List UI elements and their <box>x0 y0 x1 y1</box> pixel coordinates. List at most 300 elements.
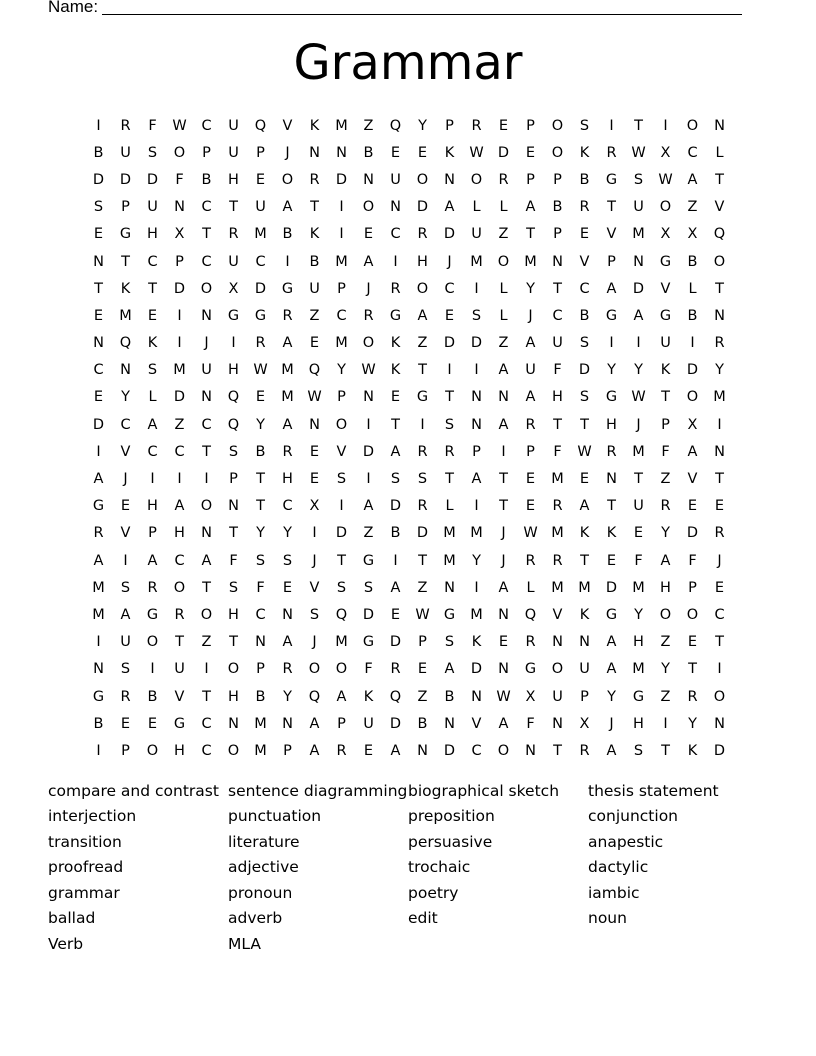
grid-letter: N <box>498 606 509 623</box>
grid-letter: Y <box>526 280 535 297</box>
grid-letter: W <box>415 606 430 623</box>
grid-letter: M <box>173 362 186 379</box>
grid-letter: T <box>121 253 130 270</box>
grid-letter: B <box>579 307 590 324</box>
grid-letter: Q <box>227 416 240 433</box>
word-list-row <box>48 778 768 804</box>
grid-letter: U <box>255 199 266 216</box>
grid-letter: N <box>552 253 563 270</box>
grid-letter: X <box>687 226 698 243</box>
grid-letter: D <box>686 525 699 542</box>
grid-letter: R <box>606 144 617 161</box>
grid-letter: P <box>418 634 427 651</box>
grid-letter: G <box>362 634 375 651</box>
grid-letter: Y <box>607 362 616 379</box>
grid-letter: A <box>498 715 509 732</box>
grid-letter: O <box>227 661 240 678</box>
grid-letter: S <box>336 471 347 488</box>
grid-letter: M <box>470 525 483 542</box>
grid-letter: Q <box>713 226 726 243</box>
grid-letter: R <box>444 443 455 460</box>
word-list-item: ballad <box>48 909 96 928</box>
grid-letter: M <box>551 471 564 488</box>
grid-letter: H <box>228 606 239 623</box>
grid-letter: M <box>524 253 537 270</box>
grid-letter: X <box>660 226 671 243</box>
grid-letter: A <box>471 471 482 488</box>
grid-letter: E <box>120 715 131 732</box>
grid-letter: S <box>228 443 239 460</box>
grid-letter: V <box>282 117 293 134</box>
grid-letter: T <box>418 362 427 379</box>
grid-letter: P <box>472 443 481 460</box>
grid-letter: T <box>688 661 697 678</box>
word-list-item: transition <box>48 832 122 851</box>
grid-letter: T <box>553 280 562 297</box>
grid-letter: R <box>525 416 536 433</box>
grid-letter: X <box>660 144 671 161</box>
grid-letter: Z <box>417 335 428 352</box>
grid-letter: O <box>227 742 240 759</box>
grid-letter: Z <box>660 634 671 651</box>
grid-letter: R <box>282 661 293 678</box>
name-label: Name: <box>48 0 99 16</box>
grid-letter: G <box>416 389 429 406</box>
grid-letter: M <box>470 606 483 623</box>
grid-letter: G <box>92 688 105 705</box>
grid-letter: A <box>687 171 698 188</box>
grid-letter: F <box>553 443 562 460</box>
grid-letter: C <box>147 253 158 270</box>
grid-letter: G <box>362 552 375 569</box>
grid-letter: N <box>444 171 455 188</box>
grid-letter: B <box>687 253 698 270</box>
grid-letter: X <box>525 688 536 705</box>
grid-letter: F <box>364 661 373 678</box>
grid-letter: P <box>580 688 589 705</box>
grid-letter: S <box>579 389 590 406</box>
grid-letter: D <box>578 362 591 379</box>
grid-letter: N <box>444 579 455 596</box>
grid-letter: L <box>499 280 508 297</box>
grid-letter: N <box>309 144 320 161</box>
grid-letter: P <box>526 117 535 134</box>
grid-letter: N <box>93 661 104 678</box>
grid-letter: N <box>552 715 563 732</box>
grid-letter: O <box>713 688 726 705</box>
grid-letter: O <box>308 661 321 678</box>
grid-letter: T <box>580 552 589 569</box>
word-list-row <box>48 804 768 830</box>
grid-letter: H <box>282 471 293 488</box>
grid-letter: J <box>528 307 533 324</box>
grid-letter: A <box>390 443 401 460</box>
grid-letter: E <box>498 117 509 134</box>
grid-letter: A <box>579 498 590 515</box>
grid-letter: I <box>177 335 182 352</box>
grid-letter: Y <box>715 362 724 379</box>
grid-letter: Y <box>661 525 670 542</box>
grid-letter: R <box>417 226 428 243</box>
grid-letter: S <box>93 199 104 216</box>
grid-letter: A <box>498 362 509 379</box>
grid-letter: A <box>606 634 617 651</box>
grid-letter: I <box>339 498 344 515</box>
grid-letter: R <box>120 688 131 705</box>
grid-letter: C <box>282 498 293 515</box>
grid-letter: T <box>202 226 211 243</box>
grid-letter: V <box>687 471 698 488</box>
grid-letter: T <box>202 443 211 460</box>
grid-letter: E <box>93 389 104 406</box>
word-list-item: anapestic <box>588 832 664 851</box>
grid-letter: S <box>579 117 590 134</box>
grid-letter: B <box>93 144 104 161</box>
grid-letter: P <box>121 742 130 759</box>
grid-letter: U <box>228 117 239 134</box>
grid-letter: D <box>92 171 105 188</box>
grid-letter: I <box>96 742 101 759</box>
word-list-item: edit <box>408 909 438 928</box>
grid-letter: C <box>336 307 347 324</box>
grid-letter: R <box>282 443 293 460</box>
grid-letter: V <box>552 606 563 623</box>
grid-letter: B <box>201 171 212 188</box>
grid-letter: A <box>201 552 212 569</box>
grid-letter: W <box>253 362 268 379</box>
grid-letter: G <box>443 606 456 623</box>
grid-letter: Y <box>283 688 292 705</box>
grid-letter: I <box>690 335 695 352</box>
name-field <box>48 0 742 17</box>
grid-letter: I <box>150 661 155 678</box>
grid-letter: M <box>578 579 591 596</box>
grid-letter: K <box>579 525 590 542</box>
word-list-item: noun <box>588 909 627 928</box>
grid-letter: C <box>93 362 104 379</box>
grid-letter: M <box>119 307 132 324</box>
grid-letter: I <box>366 471 371 488</box>
grid-letter: D <box>362 606 375 623</box>
grid-letter: B <box>579 171 590 188</box>
grid-letter: B <box>255 443 266 460</box>
grid-letter: T <box>553 416 562 433</box>
grid-letter: T <box>310 199 319 216</box>
grid-letter: O <box>200 606 213 623</box>
page-title: Grammar <box>293 35 523 91</box>
grid-letter: S <box>390 471 401 488</box>
grid-letter: E <box>606 552 617 569</box>
grid-letter: B <box>444 688 455 705</box>
grid-letter: W <box>658 171 673 188</box>
grid-letter: D <box>119 171 132 188</box>
grid-letter: M <box>281 389 294 406</box>
grid-letter: J <box>447 253 452 270</box>
grid-letter: T <box>148 280 157 297</box>
grid-letter: O <box>551 144 564 161</box>
grid-letter: O <box>470 171 483 188</box>
grid-letter: D <box>335 525 348 542</box>
grid-letter: R <box>363 307 374 324</box>
grid-letter: D <box>389 498 402 515</box>
grid-letter: E <box>390 606 401 623</box>
grid-letter: D <box>443 335 456 352</box>
grid-letter: U <box>660 335 671 352</box>
grid-letter: V <box>471 715 482 732</box>
grid-letter: I <box>123 552 128 569</box>
grid-letter: V <box>174 688 185 705</box>
grid-letter: G <box>605 307 618 324</box>
grid-letter: G <box>389 307 402 324</box>
grid-letter: U <box>552 335 563 352</box>
grid-letter: A <box>633 307 644 324</box>
grid-letter: E <box>147 307 158 324</box>
grid-letter: E <box>282 579 293 596</box>
grid-letter: J <box>609 715 614 732</box>
grid-letter: T <box>175 634 184 651</box>
grid-letter: D <box>470 335 483 352</box>
grid-letter: J <box>285 144 290 161</box>
grid-letter: T <box>634 471 643 488</box>
grid-letter: R <box>471 117 482 134</box>
grid-letter: V <box>120 525 131 542</box>
grid-letter: H <box>417 253 428 270</box>
word-list-row <box>48 880 768 906</box>
grid-letter: E <box>309 471 320 488</box>
grid-letter: Y <box>418 117 427 134</box>
grid-letter: E <box>255 171 266 188</box>
grid-letter: I <box>204 661 209 678</box>
grid-letter: W <box>496 688 511 705</box>
grid-letter: M <box>335 117 348 134</box>
word-list-row <box>48 906 768 932</box>
grid-letter: X <box>309 498 320 515</box>
grid-letter: A <box>525 199 536 216</box>
grid-letter: H <box>660 579 671 596</box>
grid-letter: L <box>472 199 481 216</box>
grid-letter: Z <box>660 688 671 705</box>
grid-letter: I <box>663 117 668 134</box>
grid-letter: U <box>309 280 320 297</box>
grid-letter: A <box>336 688 347 705</box>
grid-letter: A <box>606 280 617 297</box>
grid-letter: R <box>255 335 266 352</box>
grid-letter: S <box>417 471 428 488</box>
grid-letter: B <box>390 525 401 542</box>
grid-letter: N <box>309 416 320 433</box>
grid-letter: K <box>363 688 374 705</box>
grid-letter: E <box>633 525 644 542</box>
grid-letter: P <box>526 443 535 460</box>
grid-letter: W <box>172 117 187 134</box>
grid-letter: R <box>282 307 293 324</box>
grid-letter: E <box>579 471 590 488</box>
grid-letter: M <box>713 389 726 406</box>
grid-letter: E <box>363 226 374 243</box>
grid-letter: P <box>121 199 130 216</box>
grid-letter: L <box>445 498 454 515</box>
grid-letter: T <box>445 389 454 406</box>
grid-letter: Y <box>256 525 265 542</box>
word-list-item: Verb <box>48 934 84 953</box>
grid-letter: H <box>552 389 563 406</box>
grid-letter: J <box>501 552 506 569</box>
grid-letter: E <box>525 471 536 488</box>
grid-letter: N <box>498 389 509 406</box>
grid-letter: B <box>282 226 293 243</box>
grid-letter: B <box>363 144 374 161</box>
grid-letter: A <box>417 307 428 324</box>
grid-letter: O <box>497 253 510 270</box>
grid-letter: J <box>123 471 128 488</box>
grid-letter: D <box>173 280 186 297</box>
grid-letter: M <box>335 634 348 651</box>
grid-letter: I <box>663 715 668 732</box>
grid-letter: D <box>335 171 348 188</box>
grid-letter: G <box>173 715 186 732</box>
grid-letter: D <box>632 280 645 297</box>
grid-letter: N <box>336 144 347 161</box>
grid-letter: T <box>391 416 400 433</box>
grid-letter: I <box>339 226 344 243</box>
grid-letter: N <box>552 634 563 651</box>
grid-letter: Z <box>363 525 374 542</box>
grid-letter: J <box>312 634 317 651</box>
grid-letter: R <box>579 742 590 759</box>
grid-letter: Y <box>283 525 292 542</box>
grid-letter: T <box>418 552 427 569</box>
grid-letter: N <box>120 362 131 379</box>
grid-letter: P <box>337 389 346 406</box>
grid-letter: O <box>551 117 564 134</box>
grid-letter: P <box>607 253 616 270</box>
grid-letter: P <box>526 171 535 188</box>
grid-letter: I <box>177 307 182 324</box>
word-list-item: trochaic <box>408 858 471 877</box>
grid-letter: T <box>202 688 211 705</box>
word-list-row <box>48 931 768 957</box>
grid-letter: I <box>393 552 398 569</box>
grid-letter: N <box>93 253 104 270</box>
grid-letter: F <box>175 171 184 188</box>
grid-letter: E <box>714 579 725 596</box>
grid-letter: C <box>201 742 212 759</box>
grid-letter: U <box>579 661 590 678</box>
grid-letter: C <box>174 552 185 569</box>
grid-letter: U <box>228 144 239 161</box>
grid-letter: U <box>525 362 536 379</box>
grid-letter: N <box>714 307 725 324</box>
grid-letter: X <box>174 226 185 243</box>
grid-letter: E <box>390 144 401 161</box>
grid-letter: R <box>552 552 563 569</box>
grid-letter: C <box>471 742 482 759</box>
word-list-item: adverb <box>228 909 283 928</box>
grid-letter: Y <box>472 552 481 569</box>
grid-letter: M <box>551 579 564 596</box>
grid-letter: N <box>444 715 455 732</box>
grid-letter: E <box>714 498 725 515</box>
grid-letter: I <box>717 661 722 678</box>
grid-letter: K <box>309 226 320 243</box>
grid-letter: D <box>605 579 618 596</box>
grid-letter: R <box>309 171 320 188</box>
grid-letter: M <box>632 443 645 460</box>
grid-letter: J <box>204 335 209 352</box>
grid-letter: A <box>174 498 185 515</box>
grid-letter: R <box>147 579 158 596</box>
grid-letter: B <box>417 715 428 732</box>
grid-letter: K <box>471 634 482 651</box>
grid-letter: G <box>281 280 294 297</box>
grid-letter: H <box>174 742 185 759</box>
grid-letter: T <box>715 471 724 488</box>
grid-letter: P <box>553 171 562 188</box>
grid-letter: E <box>525 498 536 515</box>
grid-letter: B <box>255 688 266 705</box>
grid-letter: I <box>447 362 452 379</box>
grid-letter: E <box>390 389 401 406</box>
grid-letter: Q <box>389 688 402 705</box>
grid-letter: S <box>633 171 644 188</box>
grid-letter: Y <box>661 661 670 678</box>
grid-letter: M <box>335 335 348 352</box>
grid-letter: C <box>714 606 725 623</box>
grid-letter: R <box>579 199 590 216</box>
grid-letter: O <box>416 280 429 297</box>
grid-letter: S <box>363 579 374 596</box>
word-list-item: MLA <box>228 934 261 953</box>
grid-letter: A <box>687 443 698 460</box>
grid-letter: R <box>228 226 239 243</box>
grid-letter: S <box>633 742 644 759</box>
grid-letter: P <box>661 416 670 433</box>
grid-letter: S <box>444 416 455 433</box>
grid-letter: N <box>201 525 212 542</box>
grid-letter: T <box>499 498 508 515</box>
grid-letter: H <box>174 525 185 542</box>
grid-letter: I <box>636 335 641 352</box>
grid-letter: T <box>229 525 238 542</box>
grid-letter: T <box>256 498 265 515</box>
grid-letter: O <box>200 498 213 515</box>
grid-letter: R <box>525 552 536 569</box>
grid-letter: G <box>659 307 672 324</box>
grid-letter: S <box>471 307 482 324</box>
grid-letter: P <box>175 253 184 270</box>
grid-letter: G <box>146 606 159 623</box>
grid-letter: V <box>660 280 671 297</box>
word-list-item: persuasive <box>408 832 493 851</box>
word-list-item: iambic <box>588 883 640 902</box>
grid-letter: O <box>416 171 429 188</box>
grid-letter: C <box>687 144 698 161</box>
grid-letter: Y <box>121 389 130 406</box>
grid-letter: I <box>366 416 371 433</box>
grid-letter: D <box>416 199 429 216</box>
grid-letter: T <box>634 117 643 134</box>
grid-letter: T <box>499 471 508 488</box>
grid-letter: U <box>120 634 131 651</box>
word-list-item: sentence diagramming <box>228 781 408 800</box>
grid-letter: N <box>633 253 644 270</box>
grid-letter: F <box>229 552 238 569</box>
grid-letter: M <box>254 742 267 759</box>
grid-letter: Z <box>498 335 509 352</box>
grid-letter: I <box>231 335 236 352</box>
grid-letter: A <box>660 552 671 569</box>
grid-letter: N <box>471 416 482 433</box>
